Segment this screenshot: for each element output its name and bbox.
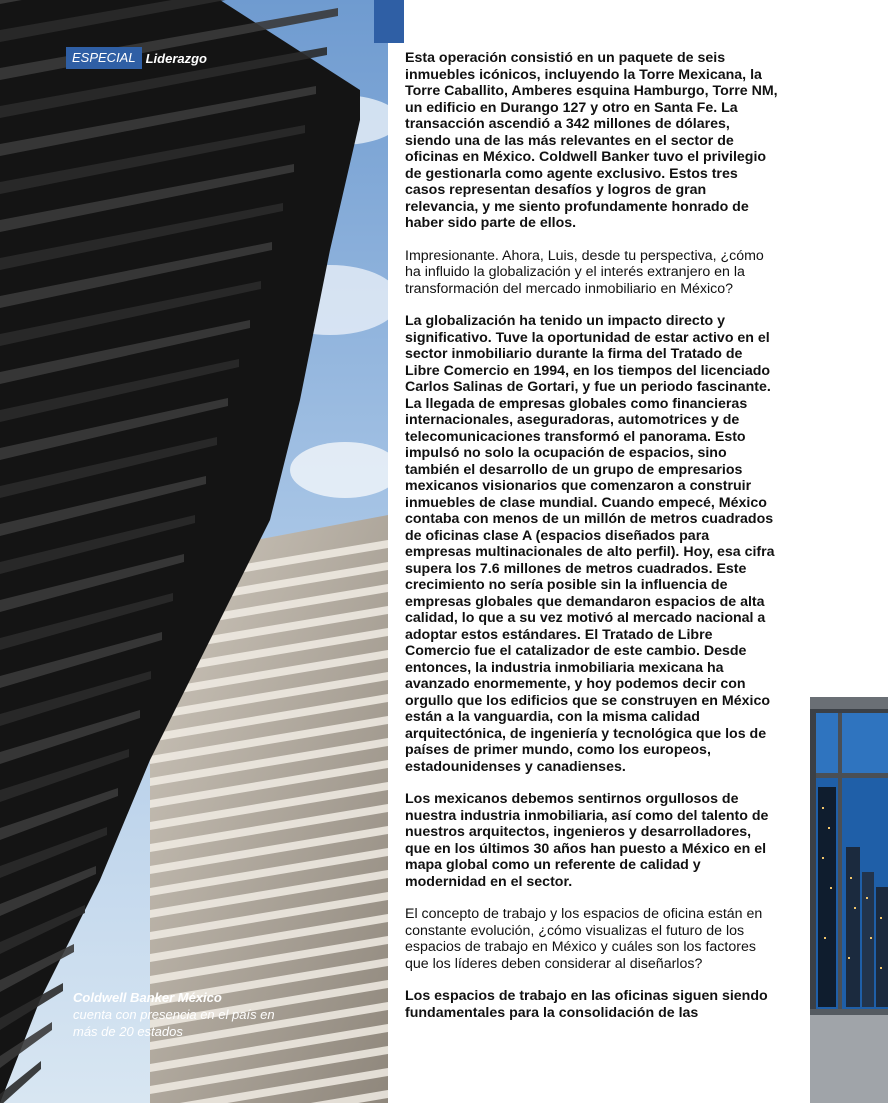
accent-bar	[374, 0, 404, 43]
office-window-photo	[810, 697, 888, 1103]
section-header	[66, 47, 207, 69]
article-question: El concepto de trabajo y los espacios de oficina están en constante evolución, ¿cómo visualizas el futuro de los espacios de trabajo en México y cuáles son los factores que los líderes deben considerar al diseñarlos?	[405, 906, 763, 972]
photo-caption	[73, 989, 283, 1040]
building-photo	[0, 0, 388, 1103]
article-question: Impresionante. Ahora, Luis, desde tu perspectiva, ¿cómo ha influido la globalización y el interés extranjero en la transformación del mercado inmobiliario en México?	[405, 247, 764, 297]
caption-body: cuenta con presencia en el país en más de 20 estados	[73, 1007, 275, 1039]
caption-title: Coldwell Banker México	[73, 990, 222, 1005]
office-window-illustration	[810, 697, 888, 1103]
subsection-label: Liderazgo	[145, 50, 207, 66]
building-illustration	[0, 0, 388, 1103]
section-badge: ESPECIAL	[66, 47, 142, 69]
article-paragraph: Esta operación consistió en un paquete de seis inmuebles icónicos, incluyendo la Torre Mexicana, la Torre Caballito, Amberes esquina Hamburgo, Torre NM, un edificio en Durango 127 y otro en Santa Fe. La transacción ascendió a 342 millones de dólares, siendo una de las más relevantes en el sector de oficinas en México. Coldwell Banker tuvo el privilegio de gestionarla como agente exclusivo. Estos tres casos representan desafíos y logros de gran relevancia, y me siento profundamente honrado de haber sido parte de ellos.	[405, 50, 778, 231]
article-paragraph: Los espacios de trabajo en las oficinas siguen siendo fundamentales para la consolidación de las	[405, 988, 768, 1021]
article-body	[405, 50, 778, 1037]
article-paragraph: Los mexicanos debemos sentirnos orgullosos de nuestra industria inmobiliaria, así como del talento de nuestros arquitectos, ingenieros y desarrolladores, que en los últimos 30 años han puesto a México en el mapa global como un referente de calidad y modernidad en el sector.	[405, 791, 769, 890]
article-paragraph: La globalización ha tenido un impacto directo y significativo. Tuve la oportunidad de estar activo en el sector inmobiliario durante la firma del Tratado de Libre Comercio en 1994, en los tiempos del licenciado Carlos Salinas de Gortari, y fue un periodo fascinante. La llegada de empresas globales como financieras internacionales, aseguradoras, automotrices y de telecomunicaciones transformó el panorama. Esto impulsó no solo la ocupación de espacios, sino también el desarrollo de un grupo de empresarios mexicanos visionarios que comenzaron a construir inmuebles de clase mundial. Cuando empecé, México contaba con menos de un millón de metros cuadrados de oficinas clase A (espacios diseñados para empresas multinacionales de alto perfil). Hoy, esa cifra supera los 7.6 millones de metros cuadrados. Este crecimiento no sería posible sin la influencia de empresas globales que demandaron espacios de alta calidad, lo que a su vez motivó al mercado nacional a adoptar estos estándares. El Tratado de Libre Comercio fue el catalizador de este cambio. Desde entonces, la industria inmobiliaria mexicana ha avanzado enormemente, y hoy podemos decir con orgullo que los edificios que se construyen en México están a la vanguardia, con la misma calidad arquitectónica, de ingeniería y tecnológica que los de países de primer mundo, como los europeos, estadounidenses y canadienses.	[405, 313, 775, 775]
